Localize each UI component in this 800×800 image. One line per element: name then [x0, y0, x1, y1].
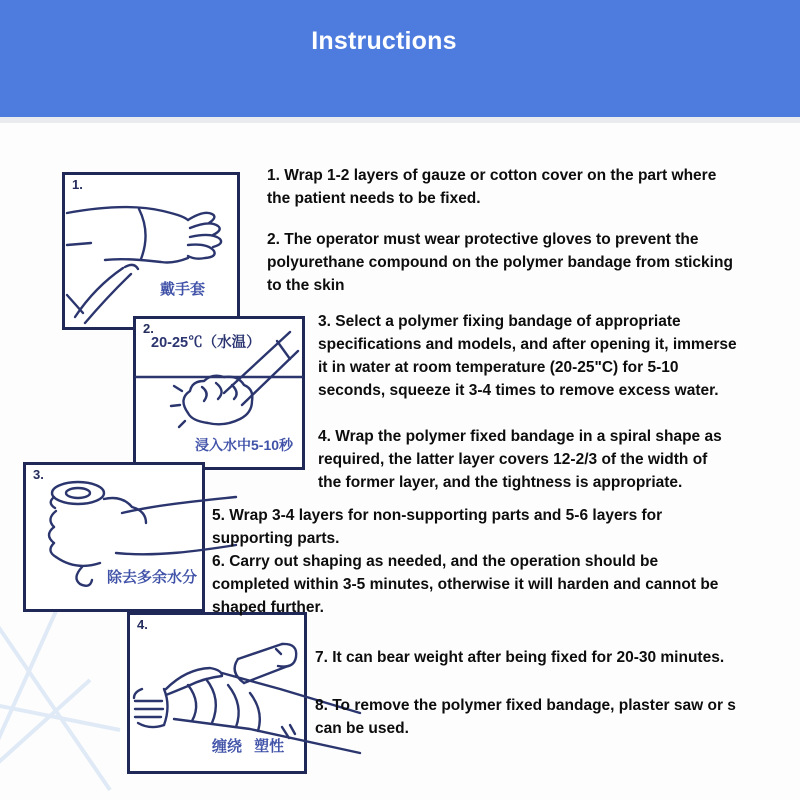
instruction-line: seconds, squeeze it 3-4 times to remove excess water.	[318, 382, 719, 399]
instruction-5	[212, 504, 662, 550]
step-number: 3.	[33, 467, 44, 482]
instruction-line: 4. Wrap the polymer fixed bandage in a spiral shape as	[318, 428, 722, 445]
step-number: 1.	[72, 177, 83, 192]
instruction-6	[212, 550, 718, 619]
step-box-2	[133, 316, 305, 470]
water-temperature-label: 20-25℃（水温）	[151, 335, 261, 351]
squeezing-water-illustration	[26, 465, 202, 609]
instruction-line: to the skin	[267, 277, 345, 294]
step-box-1	[62, 172, 240, 330]
page-title: Instructions	[311, 27, 457, 55]
instruction-line: shaped further.	[212, 599, 324, 616]
instruction-line: polyurethane compound on the polymer bandage from sticking	[267, 254, 733, 271]
step-number: 2.	[143, 321, 154, 336]
step-caption: 除去多余水分	[107, 569, 198, 586]
step-box-3	[23, 462, 205, 612]
instruction-line: it in water at room temperature (20-25"C) for 5-10	[318, 359, 679, 376]
putting-on-glove-illustration	[65, 175, 237, 327]
instruction-1	[267, 164, 716, 210]
instruction-line: completed within 3-5 minutes, otherwise it will harden and cannot be	[212, 576, 719, 593]
instruction-line: can be used.	[315, 720, 409, 737]
step-caption: 浸入水中5-10秒	[195, 437, 294, 453]
instruction-line: 3. Select a polymer fixing bandage of appropriate	[318, 313, 681, 330]
instruction-line: 5. Wrap 3-4 layers for non-supporting parts and 5-6 layers for	[212, 507, 663, 524]
step-box-4	[127, 612, 307, 774]
instruction-line: required, the latter layer covers 12-2/3 of the width of	[318, 451, 708, 468]
instruction-line: 1. Wrap 1-2 layers of gauze or cotton cover on the part where	[267, 167, 717, 184]
instruction-line: 8. To remove the polymer fixed bandage, plaster saw or s	[315, 697, 736, 714]
instruction-line: supporting parts.	[212, 530, 340, 547]
step-caption: 戴手套	[160, 281, 206, 298]
instruction-7	[315, 646, 724, 669]
instruction-line: 6. Carry out shaping as needed, and the operation should be	[212, 553, 659, 570]
instruction-line: the former layer, and the tightness is appropriate.	[318, 474, 683, 491]
instruction-8	[315, 694, 736, 740]
step-caption: 缠绕 塑性	[212, 738, 285, 755]
instruction-line: 2. The operator must wear protective gloves to prevent the	[267, 231, 699, 248]
header-divider	[0, 117, 800, 123]
instruction-line: the patient needs to be fixed.	[267, 190, 481, 207]
instruction-line: 7. It can bear weight after being fixed for 20-30 minutes.	[315, 649, 725, 666]
instruction-4	[318, 425, 722, 494]
instruction-3	[318, 310, 737, 402]
instruction-line: specifications and models, and after opening it, immerse	[318, 336, 737, 353]
instruction-2	[267, 228, 733, 297]
step-number: 4.	[137, 617, 148, 632]
header-banner	[0, 0, 800, 117]
